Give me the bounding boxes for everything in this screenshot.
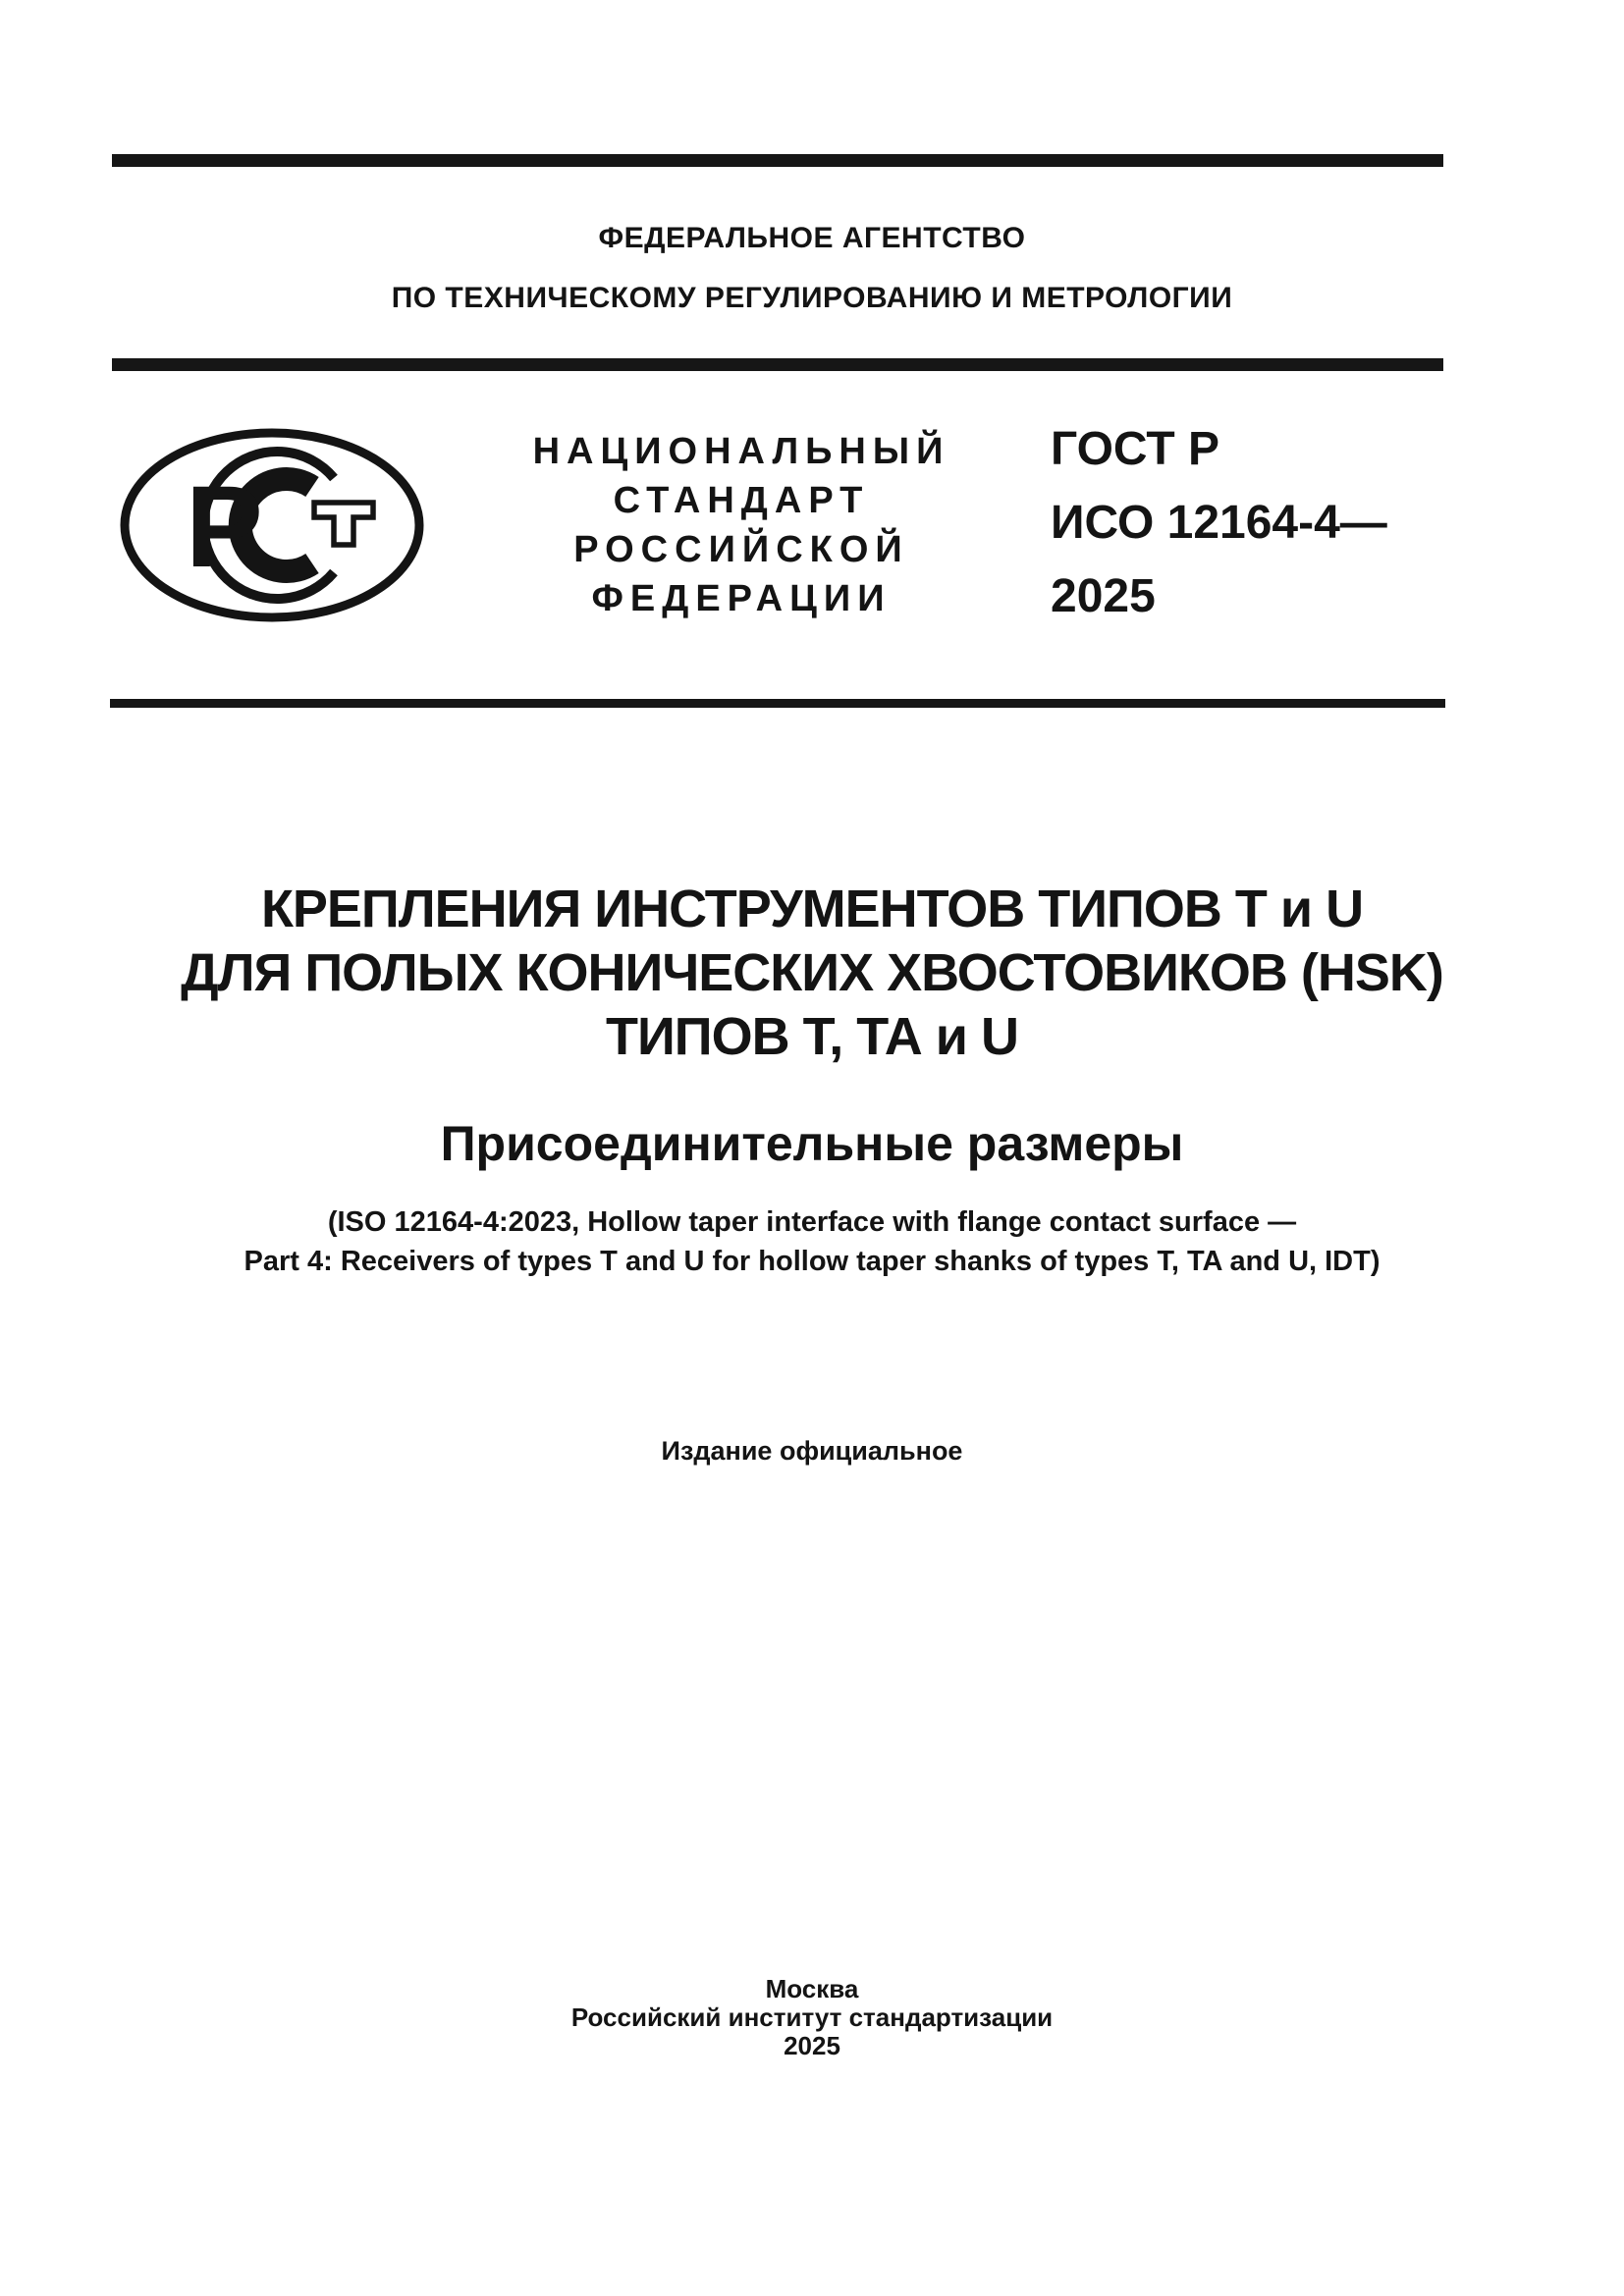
standard-designation — [1051, 412, 1522, 633]
national-standard-line-4: ФЕДЕРАЦИИ — [591, 578, 892, 619]
edition-note: Издание официальное — [661, 1436, 963, 1466]
agency-line-1: ФЕДЕРАЛЬНОЕ АГЕНТСТВО — [598, 222, 1026, 254]
imprint-city: Москва — [765, 1974, 859, 2003]
designation-line-1: ГОСТ Р — [1051, 423, 1220, 475]
document-title — [0, 878, 1624, 1069]
title-line-2: ДЛЯ ПОЛЫХ КОНИЧЕСКИХ ХВОСТОВИКОВ (HSK) — [181, 943, 1443, 1002]
imprint-block — [0, 1975, 1624, 2060]
imprint-year: 2025 — [784, 2031, 840, 2060]
logo-letter-t-outline — [314, 503, 373, 545]
agency-block — [0, 208, 1624, 328]
national-standard-line-2: СТАНДАРТ — [613, 480, 870, 521]
header-bottom-rule — [110, 699, 1445, 708]
rosstandart-logo-icon — [119, 427, 425, 623]
iso-reference-line-2: Part 4: Receivers of types T and U for hollow taper shanks of types T, TA and U, IDT) — [244, 1246, 1380, 1277]
national-standard-line-3: РОССИЙСКОЙ — [573, 529, 909, 570]
logo-outer-ellipse — [125, 433, 419, 617]
title-line-1: КРЕПЛЕНИЯ ИНСТРУМЕНТОВ ТИПОВ Т и U — [260, 880, 1364, 938]
logo-letter-p: Р — [186, 462, 263, 592]
designation-line-2: ИСО 12164-4— — [1051, 497, 1387, 549]
top-rule-lower — [112, 358, 1443, 371]
imprint-publisher: Российский институт стандартизации — [570, 2002, 1054, 2032]
agency-line-2: ПО ТЕХНИЧЕСКОМУ РЕГУЛИРОВАНИЮ И МЕТРОЛОГИИ — [391, 282, 1233, 314]
iso-reference-block — [0, 1202, 1624, 1281]
title-line-3: ТИПОВ Т, ТА и U — [606, 1007, 1018, 1066]
national-standard-line-1: НАЦИОНАЛЬНЫЙ — [532, 431, 950, 472]
designation-line-3: 2025 — [1051, 570, 1156, 622]
iso-reference-line-1: (ISO 12164-4:2023, Hollow taper interface with flange contact surface — — [327, 1206, 1297, 1238]
document-subtitle: Присоединительные размеры — [440, 1116, 1184, 1171]
top-rule-upper — [112, 154, 1443, 167]
national-standard-block — [422, 427, 1060, 623]
